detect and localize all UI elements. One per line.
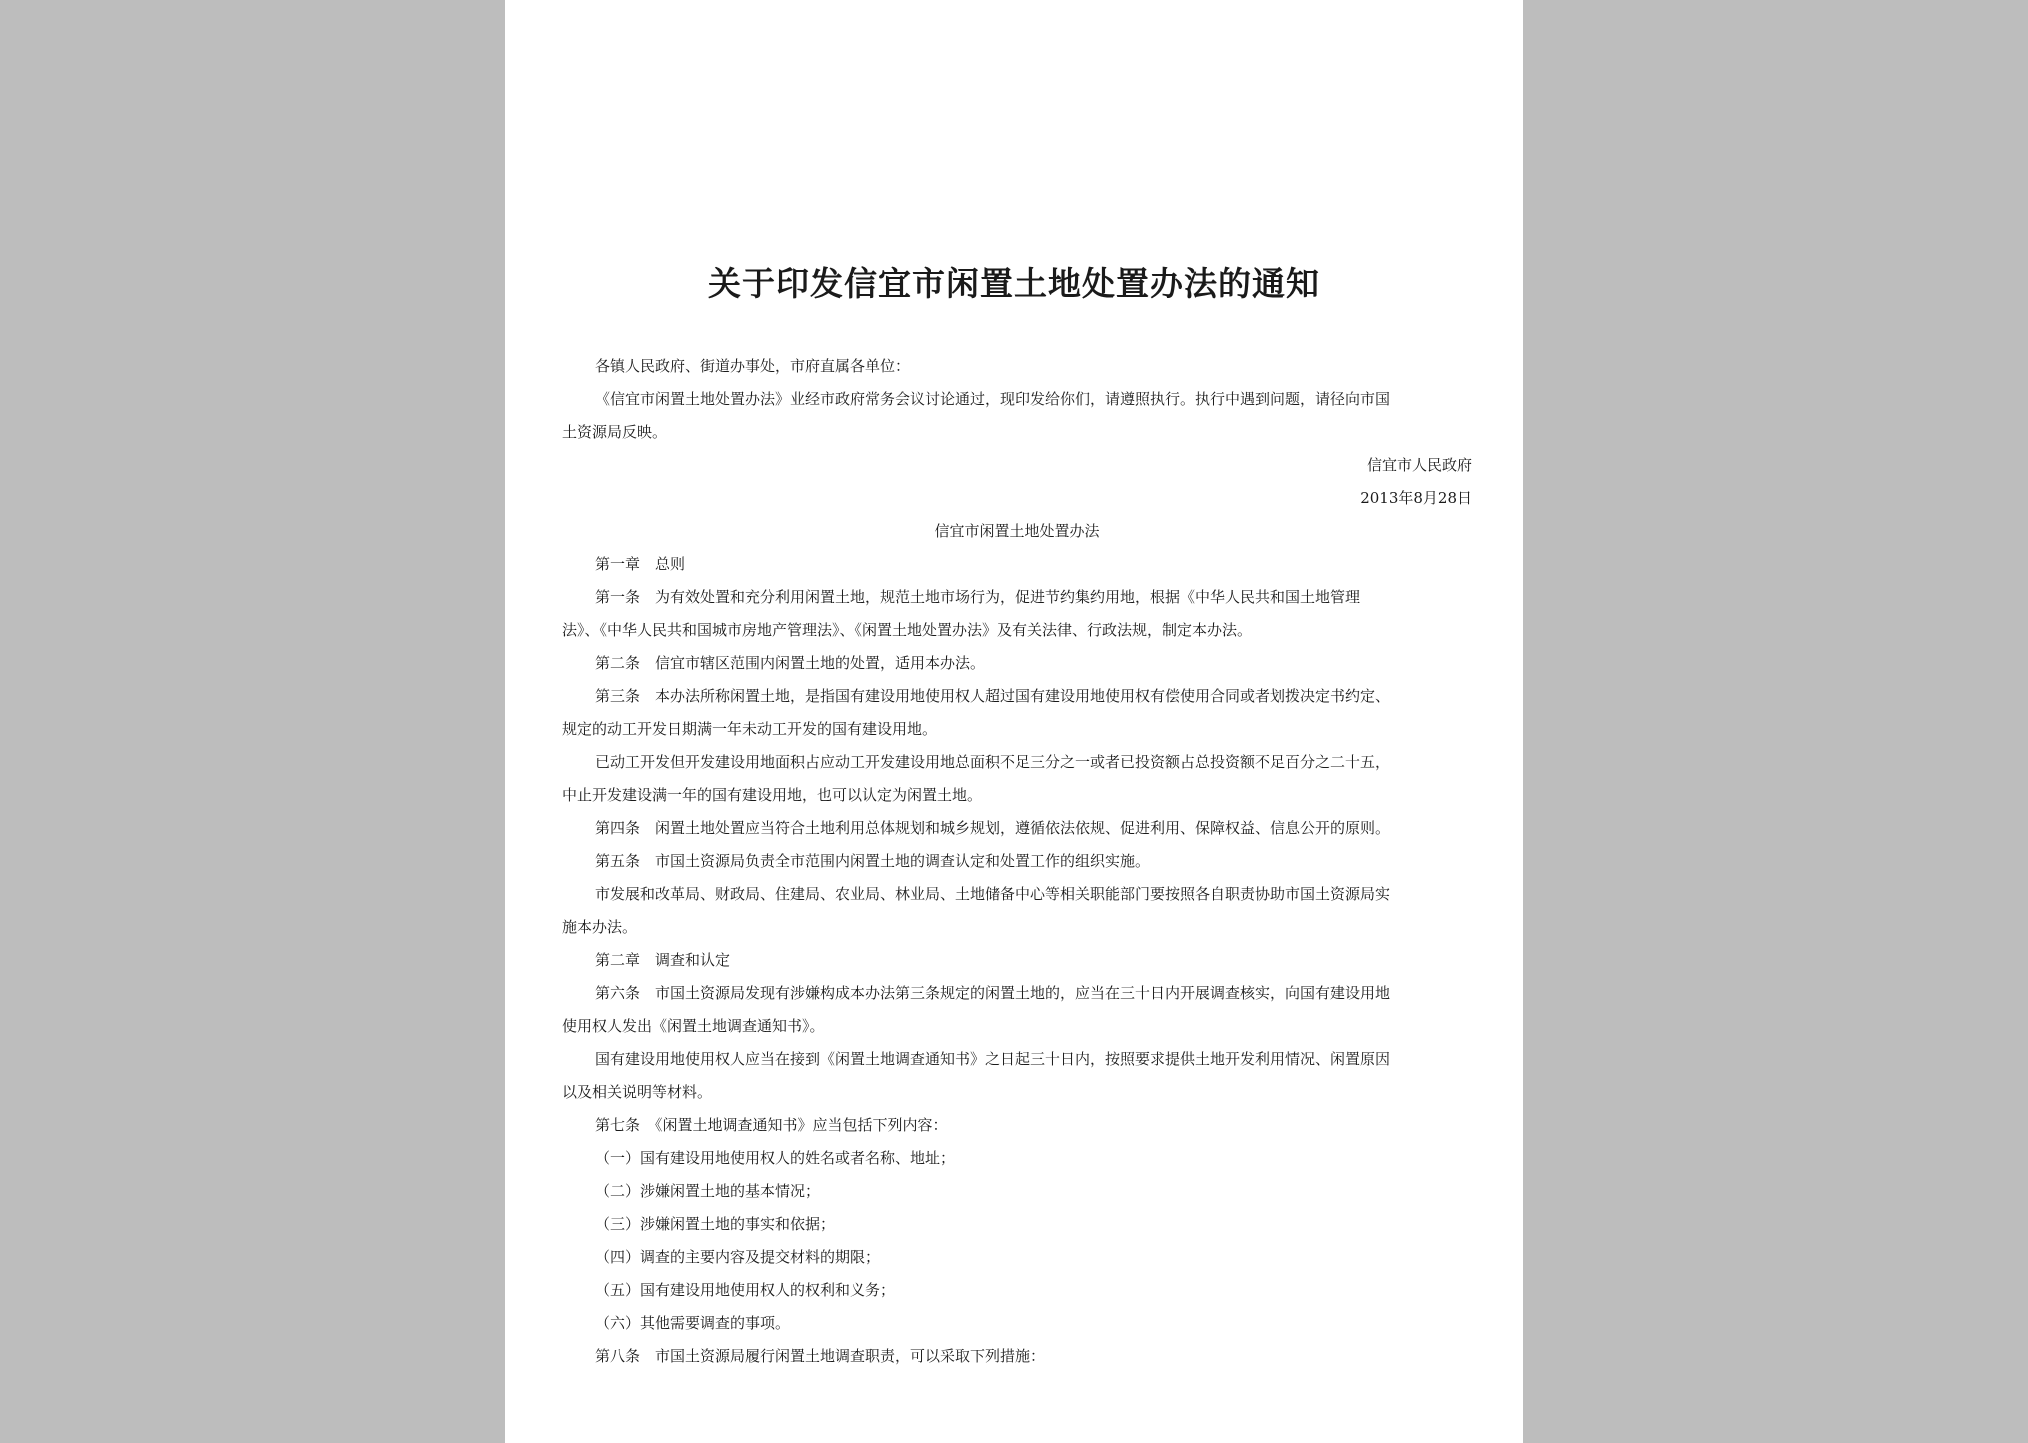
document-line: （三）涉嫌闲置土地的事实和依据；	[595, 1215, 836, 1233]
document-line: 2013年8月28日	[1360, 489, 1472, 507]
document-line: （二）涉嫌闲置土地的基本情况；	[595, 1182, 821, 1200]
document-line: 第七条 《闲置土地调查通知书》应当包括下列内容：	[595, 1116, 948, 1134]
document-line: 中止开发建设满一年的国有建设用地，也可以认定为闲置土地。	[562, 786, 983, 804]
document-line: 第二条 信宜市辖区范围内闲置土地的处置，适用本办法。	[595, 654, 986, 672]
document-line: 市发展和改革局、财政局、住建局、农业局、林业局、土地储备中心等相关职能部门要按照各自职责协助市国土资源局实	[595, 885, 1391, 903]
document-line: 第六条 市国土资源局发现有涉嫌构成本办法第三条规定的闲置土地的，应当在三十日内开展调查核实，向国有建设用地	[595, 984, 1391, 1002]
document-line: （四）调查的主要内容及提交材料的期限；	[595, 1248, 881, 1266]
document-line: 信宜市闲置土地处置办法	[934, 522, 1100, 540]
document-line: 第四条 闲置土地处置应当符合土地利用总体规划和城乡规划，遵循依法依规、促进利用、保障权益、信息公开的原则。	[595, 819, 1391, 837]
document-body	[562, 350, 1472, 1373]
document-line: （五）国有建设用地使用权人的权利和义务；	[595, 1281, 896, 1299]
document-line: 使用权人发出《闲置土地调查通知书》。	[562, 1017, 825, 1035]
document-line: 已动工开发但开发建设用地面积占应动工开发建设用地总面积不足三分之一或者已投资额占总投资额不足百分之二十五，	[595, 753, 1391, 771]
document-line: （一）国有建设用地使用权人的姓名或者名称、地址；	[595, 1149, 956, 1167]
document-line: 《信宜市闲置土地处置办法》业经市政府常务会议讨论通过，现印发给你们，请遵照执行。执行中遇到问题，请径向市国	[595, 390, 1391, 408]
document-title: 关于印发信宜市闲置土地处置办法的通知	[708, 264, 1320, 303]
document-line: 国有建设用地使用权人应当在接到《闲置土地调查通知书》之日起三十日内，按照要求提供土地开发利用情况、闲置原因	[595, 1050, 1391, 1068]
document-line: （六）其他需要调查的事项。	[595, 1314, 791, 1332]
document-page	[505, 0, 1523, 1443]
document-line: 第一条 为有效处置和充分利用闲置土地，规范土地市场行为，促进节约集约用地，根据《中华人民共和国土地管理	[595, 588, 1361, 606]
document-line: 第五条 市国土资源局负责全市范围内闲置土地的调查认定和处置工作的组织实施。	[595, 852, 1151, 870]
document-line: 各镇人民政府、街道办事处，市府直属各单位：	[595, 357, 911, 375]
document-line: 以及相关说明等材料。	[562, 1083, 713, 1101]
document-line: 第八条 市国土资源局履行闲置土地调查职责，可以采取下列措施：	[595, 1347, 1046, 1365]
document-line: 第三条 本办法所称闲置土地，是指国有建设用地使用权人超过国有建设用地使用权有偿使用合同或者划拨决定书约定、	[595, 687, 1391, 705]
document-line: 第二章 调查和认定	[595, 951, 731, 969]
document-line: 信宜市人民政府	[1366, 456, 1472, 474]
document-line: 土资源局反映。	[562, 423, 668, 441]
document-line: 施本办法。	[562, 918, 638, 936]
document-line: 法》、《中华人民共和国城市房地产管理法》、《闲置土地处置办法》及有关法律、行政法规，制定本办法。	[562, 621, 1253, 639]
document-line: 规定的动工开发日期满一年未动工开发的国有建设用地。	[562, 720, 938, 738]
document-line: 第一章 总则	[595, 555, 686, 573]
